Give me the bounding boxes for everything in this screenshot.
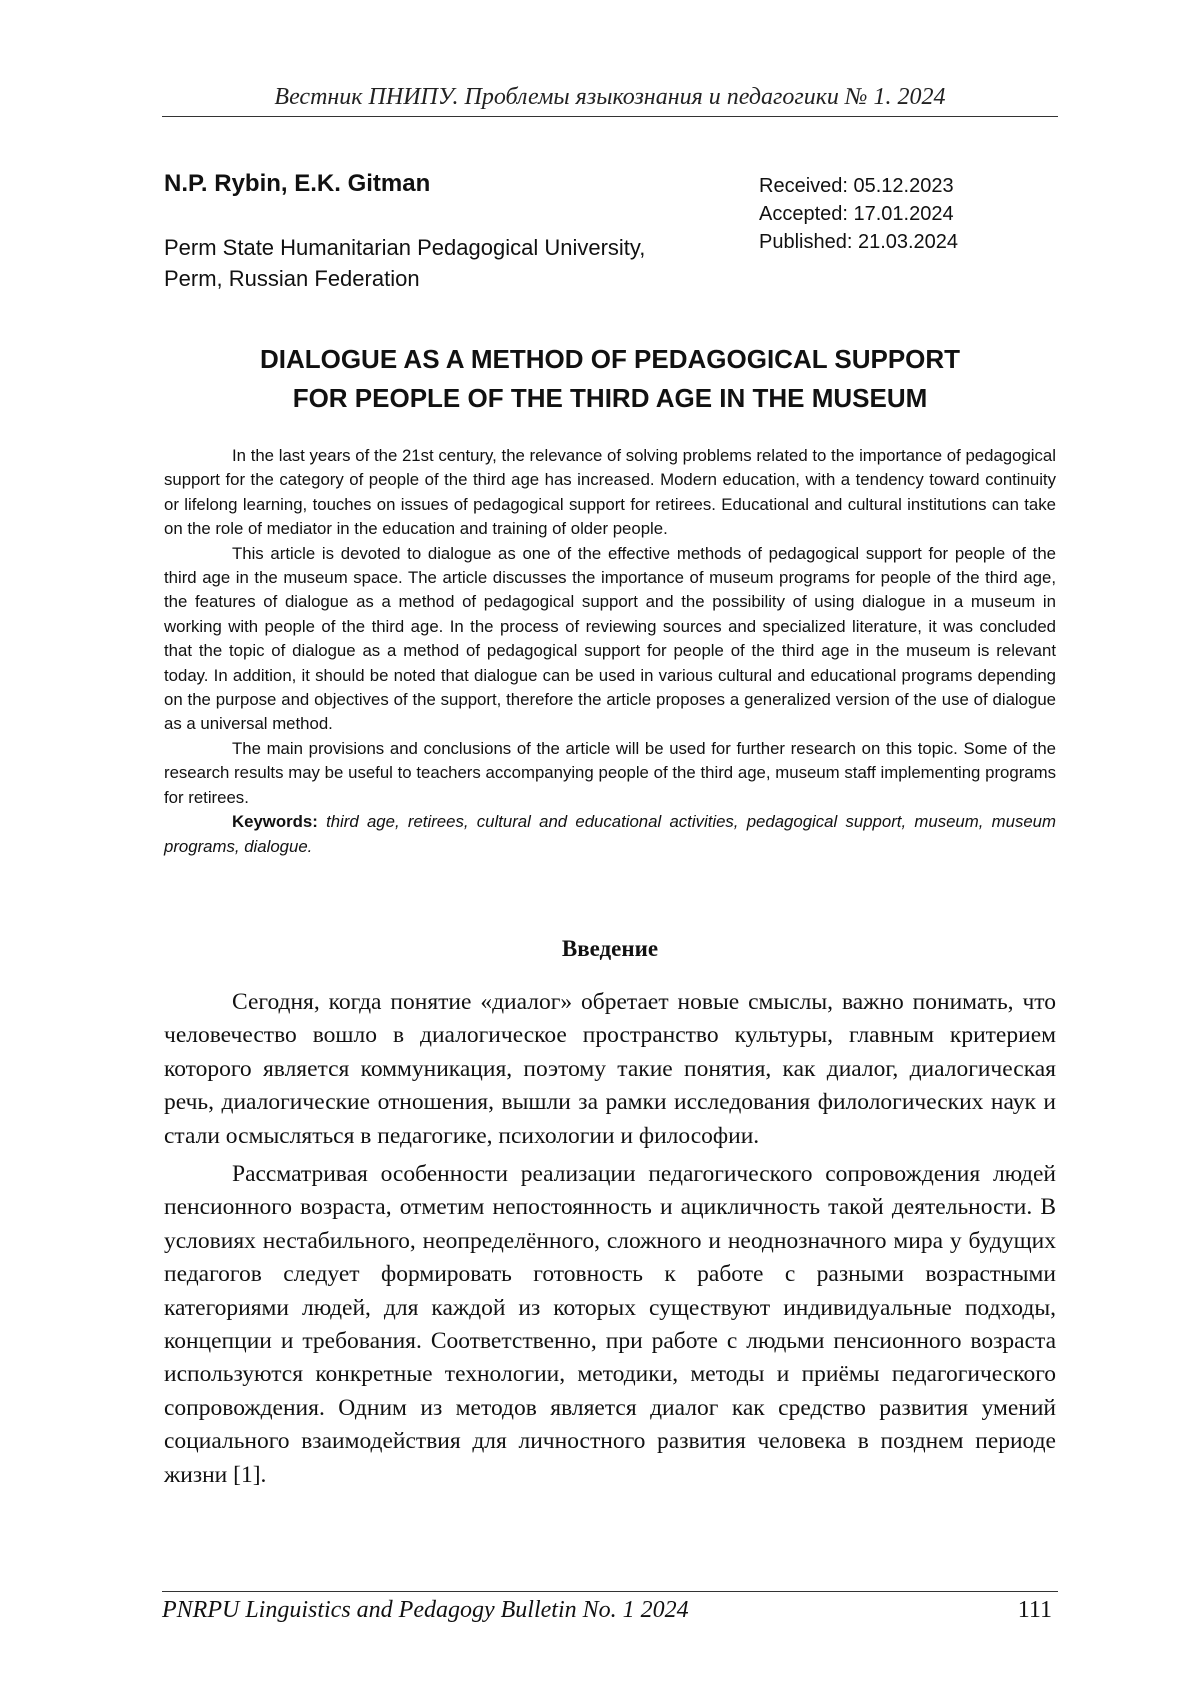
section-heading: Введение: [162, 936, 1058, 962]
footer-journal: PNRPU Linguistics and Pedagogy Bulletin No. 1 2024: [162, 1597, 689, 1624]
footer-rule: [162, 1591, 1058, 1592]
article-dates: [759, 172, 958, 256]
abstract-paragraph: This article is devoted to dialogue as one of the effective methods of pedagogical support for people of the third age in the museum space. The article discusses the importance of museum programs for people of the third age, the features of dialogue as a method of pedagogical support and the possibility of using dialogue in a museum in working with people of the third age. In the process of reviewing sources and specialized literature, it was concluded that the topic of dialogue as a method of pedagogical support for people of the third age in the museum is relevant today. In addition, it should be noted that dialogue can be used in various cultural and educational programs depending on the purpose and objectives of the support, therefore the article proposes a generalized version of the use of dialogue as a universal method.: [164, 542, 1056, 737]
keywords: [164, 810, 1056, 859]
keywords-label: Keywords:: [232, 812, 318, 831]
title-line: DIALOGUE AS A METHOD OF PEDAGOGICAL SUPPORT: [162, 340, 1058, 379]
article-title: [162, 340, 1058, 418]
page-number: 111: [1018, 1597, 1052, 1624]
affiliation-line: Perm, Russian Federation: [164, 263, 724, 294]
authors: N.P. Rybin, E.K. Gitman: [164, 170, 430, 198]
received-date: Received: 05.12.2023: [759, 172, 958, 200]
accepted-date: Accepted: 17.01.2024: [759, 200, 958, 228]
journal-page: [0, 0, 1200, 1705]
affiliation: [164, 232, 724, 294]
body-paragraph: Рассматривая особенности реализации педагогического сопровождения людей пенсионного возраста, отметим непостоянность и ацикличность такой деятельности. В условиях нестабильного, неопределённого, сложного и неоднозначного мира у будущих педагогов следует формировать готовность к работе с разными возрастными категориями людей, для каждой из которых существуют индивидуальные подходы, концепции и требования. Соответственно, при работе с людьми пенсионного возраста используются конкретные технологии, методики, методы и приёмы педагогического сопровождения. Одним из методов является диалог как средство развития умений социального взаимодействия для личностного развития человека в позднем периоде жизни [1].: [164, 1158, 1056, 1492]
abstract-paragraph: In the last years of the 21st century, the relevance of solving problems related to the importance of pedagogical support for the category of people of the third age has increased. Modern education, with a tendency toward continuity or lifelong learning, touches on issues of pedagogical support for retirees. Educational and cultural institutions can take on the role of mediator in the education and training of older people.: [164, 444, 1056, 542]
header-rule: [162, 116, 1058, 117]
affiliation-line: Perm State Humanitarian Pedagogical University,: [164, 232, 724, 263]
keywords-text: third age, retirees, cultural and educational activities, pedagogical support, museum, museum programs, dialogue.: [164, 812, 1056, 855]
published-date: Published: 21.03.2024: [759, 228, 958, 256]
abstract: [164, 444, 1056, 859]
abstract-paragraph: The main provisions and conclusions of the article will be used for further research on this topic. Some of the research results may be useful to teachers accompanying people of the third age, museum staff implementing programs for retirees.: [164, 737, 1056, 810]
body-text: [164, 986, 1056, 1492]
running-head: Вестник ПНИПУ. Проблемы языкознания и педагогики № 1. 2024: [162, 84, 1058, 111]
title-line: FOR PEOPLE OF THE THIRD AGE IN THE MUSEUM: [162, 379, 1058, 418]
body-paragraph: Сегодня, когда понятие «диалог» обретает новые смыслы, важно понимать, что человечество вошло в диалогическое пространство культуры, главным критерием которого является коммуникация, поэтому такие понятия, как диалог, диалогическая речь, диалогические отношения, вышли за рамки исследования филологических наук и стали осмысляться в педагогике, психологии и философии.: [164, 986, 1056, 1153]
